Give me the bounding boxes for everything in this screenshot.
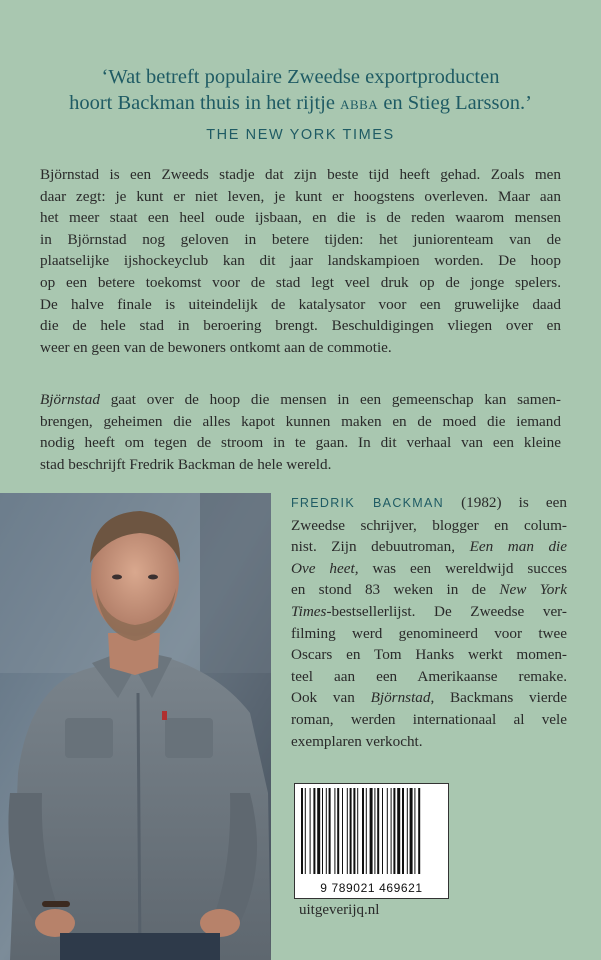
text-line: nodig heeft om tegen de stroom in te gaan. In dit verhaal van een kleine: [40, 434, 561, 452]
quote-text: hoort Backman thuis in het rijtje: [69, 92, 341, 114]
text: , Backmans vierde: [430, 689, 567, 707]
bio-line: [291, 492, 567, 515]
bio-line: filming werd genomineerd voor twee: [291, 624, 567, 642]
text-line: die de hele stad in beroering brengt. Beschuldigingen vliegen over en: [40, 317, 561, 335]
barcode-bar: [322, 788, 323, 874]
barcode-bar: [410, 788, 413, 874]
barcode-bar: [353, 788, 355, 874]
text-line: plaatselijke ijshockeyclub kan dit jaar landskampioen worden. De hoop: [40, 252, 561, 270]
bio-line: Oscars en Tom Hanks werkt momen-: [291, 646, 567, 664]
book-title: Björnstad: [40, 391, 100, 408]
barcode-bar: [374, 788, 375, 874]
barcode-bar: [337, 788, 339, 874]
author-bio: [291, 492, 567, 752]
barcode-bar: [301, 788, 303, 874]
text-line: in Björnstad nog geloven in betere tijden: het juniorenteam van de: [40, 230, 561, 248]
publication-title: Times: [291, 602, 327, 620]
book-title: Een man die: [469, 538, 568, 556]
barcode-bar: [366, 788, 367, 874]
text-line: stad beschrijft Fredrik Backman de hele wereld.: [40, 455, 332, 473]
bio-line: [291, 687, 567, 709]
barcode-bar: [397, 788, 400, 874]
text: -bestsellerlijst. De Zweedse ver-: [326, 602, 567, 620]
barcode-bar: [342, 788, 343, 874]
quote-text: en Stieg Larsson.’: [378, 92, 532, 114]
quote-source: THE NEW YORK TIMES: [206, 127, 395, 143]
barcode-bar: [414, 788, 415, 874]
barcode-bar: [347, 788, 348, 874]
barcode-bar: [402, 788, 404, 874]
barcode-bar: [362, 788, 364, 874]
text: gaat over de hoop die mensen in een gemeenschap kan samen-: [99, 391, 561, 408]
book-title: Björnstad: [370, 689, 431, 707]
synopsis-paragraph: [40, 164, 561, 358]
bio-line: roman, werden internationaal al vele: [291, 710, 567, 728]
barcode-bars: [299, 788, 444, 874]
barcode-bar: [377, 788, 379, 874]
barcode-bar: [350, 788, 352, 874]
quote-abba: abba: [340, 93, 379, 113]
quote-line: [40, 90, 561, 116]
barcode-bar: [326, 788, 327, 874]
bio-line: [291, 536, 567, 558]
text-line: daar zegt: je kunt er niet leven, je kunt er hoogstens overleven. Maar aan: [40, 187, 561, 205]
bio-line: [291, 558, 567, 580]
barcode-bar: [391, 788, 392, 874]
bio-line: Zweedse schrijver, blogger en colum-: [291, 516, 567, 534]
text-line: brengen, geheimen die alles kapot kunnen maken en de moed die iemand: [40, 412, 561, 430]
barcode-bar: [370, 788, 373, 874]
synopsis-paragraph-2: [40, 389, 561, 475]
barcode-bar: [305, 788, 306, 874]
text: was een wereldwijd succes: [358, 559, 568, 577]
barcode-bar: [310, 788, 311, 874]
text-line: Björnstad is een Zweeds stadje dat zijn beste tijd heeft gehad. Zoals men: [40, 166, 561, 183]
author-name: FREDRIK BACKMAN: [291, 496, 444, 510]
barcode-bar: [334, 788, 335, 874]
barcode-bar: [407, 788, 408, 874]
author-photo: [0, 493, 271, 960]
text: (1982) is een: [443, 494, 567, 511]
text: Ook van: [291, 689, 371, 707]
publication-title: New York: [499, 581, 567, 599]
barcode-bar: [393, 788, 395, 874]
book-title: Ove heet,: [291, 559, 359, 577]
text: nist. Zijn debuutroman,: [291, 538, 470, 556]
bio-line: teel aan een Amerikaanse remake.: [291, 667, 567, 685]
text-line: op een betere toekomst voor de stad legt veel druk op de jonge spelers.: [40, 273, 561, 291]
isbn-digits: 9 789021 469621: [320, 881, 423, 895]
text-line: De halve finale is uiteindelijk de katalysator voor een gruwelijke daad: [40, 295, 561, 313]
quote-line: ‘Wat betreft populaire Zweedse exportproducten: [101, 66, 500, 88]
barcode-bar: [317, 788, 320, 874]
text-line: weer en geen van de bewoners ontkomt aan de commotie.: [40, 338, 392, 356]
bio-line: exemplaren verkocht.: [291, 732, 423, 750]
barcode-bar: [387, 788, 388, 874]
isbn-barcode: [294, 783, 449, 899]
text: en stond 83 weken in de: [291, 581, 500, 599]
bio-line: [291, 601, 567, 623]
barcode-bar: [329, 788, 331, 874]
barcode-bar: [418, 788, 420, 874]
text-line: het meer staat een heel oude ijsbaan, en die is de reden waarom mensen: [40, 209, 561, 227]
bio-line: [291, 579, 567, 601]
text-line: [40, 389, 561, 411]
publisher-website: uitgeverijq.nl: [299, 902, 380, 918]
barcode-bar: [313, 788, 315, 874]
barcode-bar: [382, 788, 383, 874]
review-quote: [40, 64, 561, 148]
barcode-bar: [357, 788, 358, 874]
